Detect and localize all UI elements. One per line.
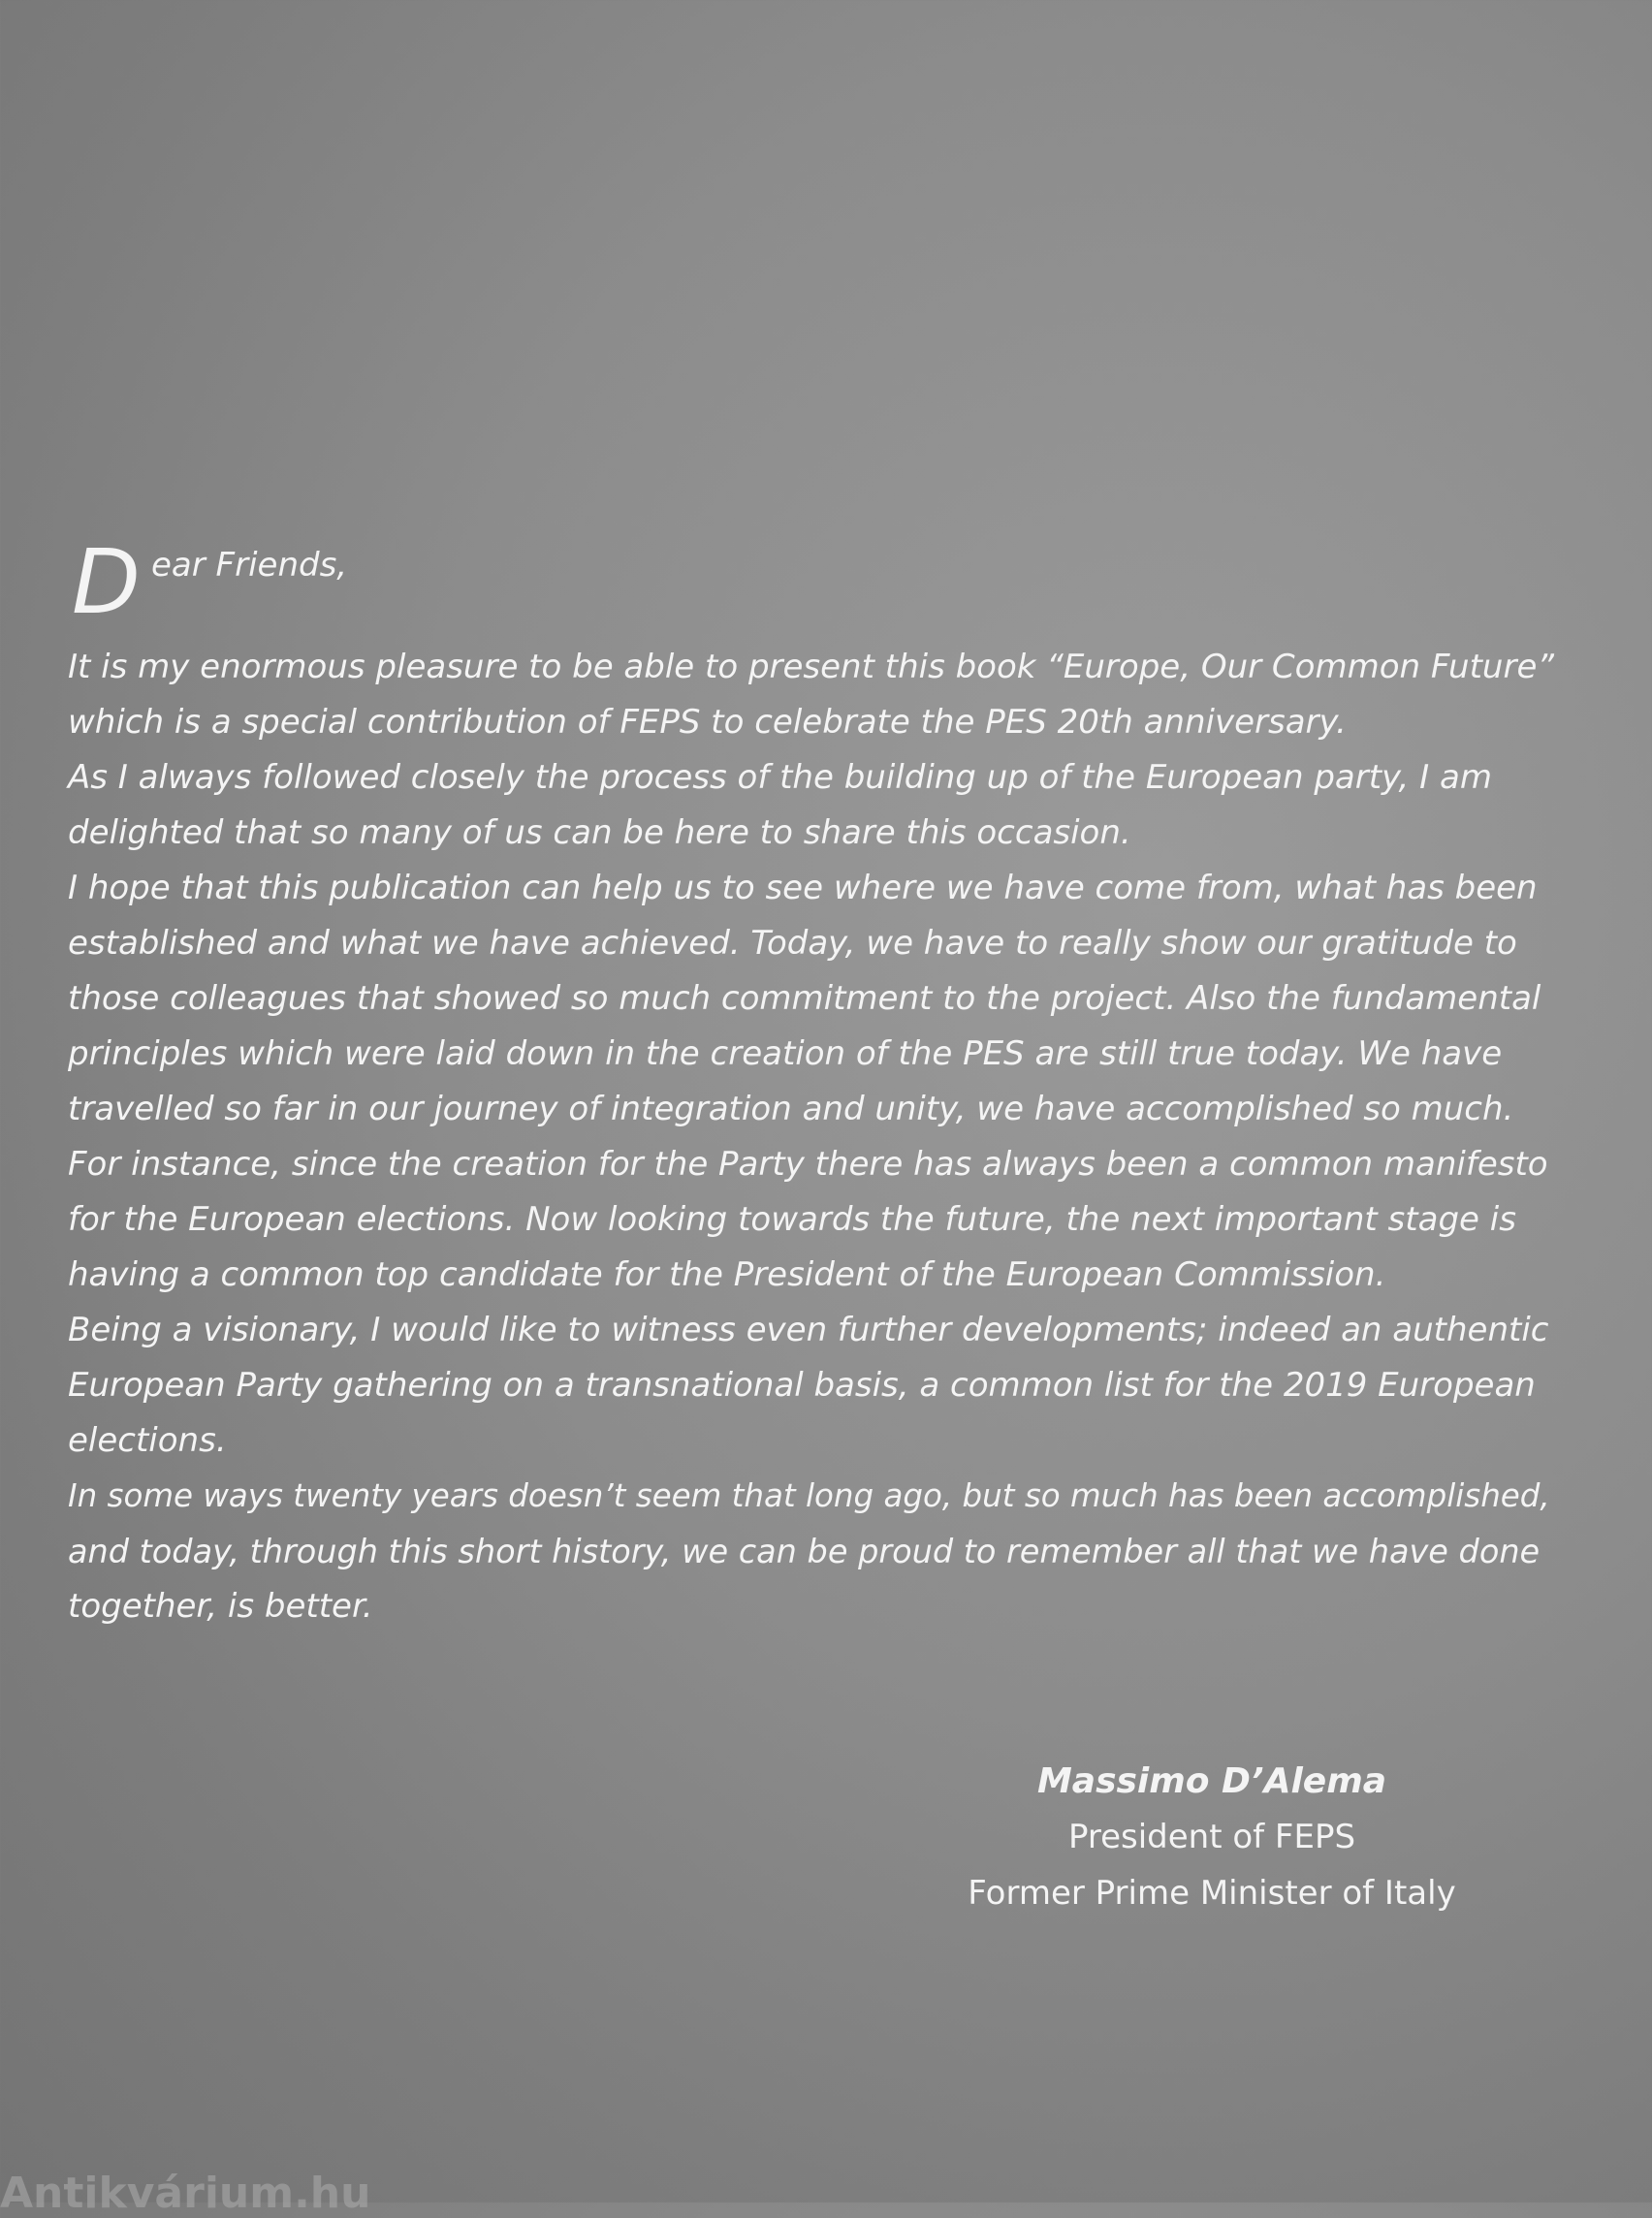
signatory-former-title: Former Prime Minister of Italy — [968, 1874, 1456, 1913]
body-line: for the European elections. Now looking towards the future, the next important stage is — [68, 1200, 1516, 1239]
body-line: I hope that this publication can help us to see where we have come from, what has been — [68, 869, 1538, 907]
salutation — [68, 530, 1561, 640]
body-line: having a common top candidate for the President of the European Commission. — [68, 1255, 1386, 1294]
body-line: elections. — [68, 1421, 227, 1460]
body-line: Being a visionary, I would like to witness even further developments; indeed an authentic — [68, 1311, 1549, 1349]
drop-cap: D — [72, 530, 141, 634]
body-line: together, is better. — [68, 1587, 373, 1626]
signatory-title: President of FEPS — [1067, 1818, 1356, 1856]
body-line: European Party gathering on a transnational basis, a common list for the 2019 European — [68, 1366, 1536, 1405]
body-line: those colleagues that showed so much commitment to the project. Also the fundamental — [68, 979, 1541, 1018]
body-line: travelled so far in our journey of integration and unity, we have accomplished so much. — [68, 1090, 1514, 1128]
letter — [68, 530, 1561, 1634]
body-line: established and what we have achieved. Today, we have to really show our gratitude to — [68, 924, 1517, 963]
signatory-name: Massimo D’Alema — [1036, 1761, 1387, 1801]
body-line: principles which were laid down in the creation of the PES are still true today. We have — [68, 1034, 1503, 1073]
body-line: and today, through this short history, we can be proud to remember all that we have done — [68, 1533, 1541, 1570]
body-line: It is my enormous pleasure to be able to present this book “Europe, Our Common Future” — [68, 648, 1554, 686]
body-line: In some ways twenty years doesn’t seem that long ago, but so much has been accomplished, — [68, 1477, 1550, 1514]
signature-block — [902, 1755, 1522, 1921]
body-line: which is a special contribution of FEPS to celebrate the PES 20th anniversary. — [68, 703, 1347, 742]
body-line: delighted that so many of us can be here to share this occasion. — [68, 813, 1131, 852]
watermark: Antikvárium.hu — [0, 2169, 371, 2218]
letter-body — [68, 640, 1561, 1634]
body-line: As I always followed closely the process of the building up of the European party, I am — [68, 758, 1492, 797]
salutation-text: ear Friends, — [151, 546, 348, 585]
body-line: For instance, since the creation for the Party there has always been a common manifesto — [68, 1145, 1548, 1184]
